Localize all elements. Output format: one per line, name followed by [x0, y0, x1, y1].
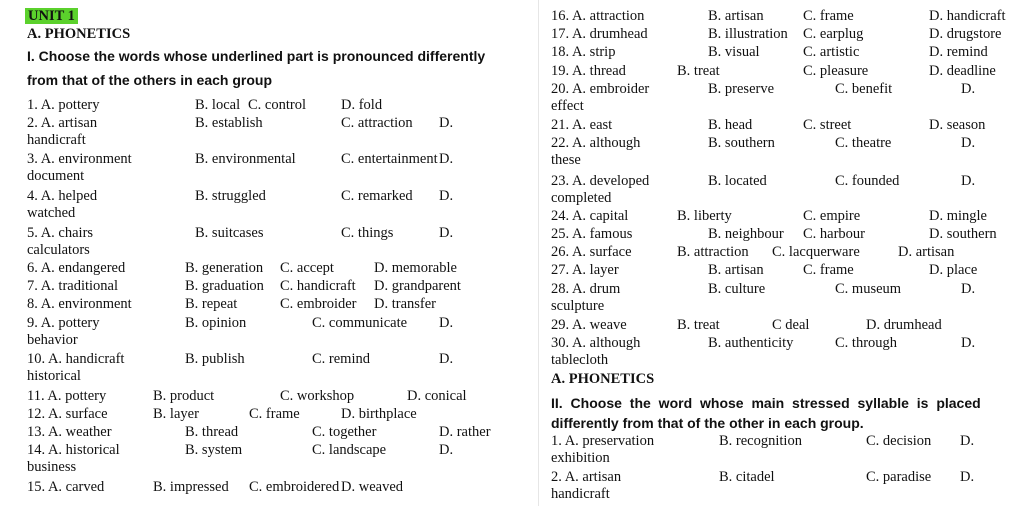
- question-option-c: C. museum: [835, 281, 902, 297]
- question-option-d: D.: [439, 351, 454, 367]
- question-option-a: 18. A. strip: [551, 44, 616, 60]
- question-option-c: C. landscape: [312, 442, 387, 458]
- question-option-b: B. layer: [153, 406, 199, 422]
- question-wrap-text: watched: [27, 205, 76, 221]
- question-wrap-text: business: [27, 459, 77, 475]
- question-wrap-text: these: [551, 152, 581, 168]
- question-option-d: D.: [961, 281, 976, 297]
- question-option-b: B. generation: [185, 260, 264, 276]
- question-option-a: 23. A. developed: [551, 173, 650, 189]
- question-option-a: 30. A. although: [551, 335, 641, 351]
- question-option-d: D.: [960, 433, 975, 449]
- question-option-d: D. handicraft: [929, 8, 1006, 24]
- question-option-d: D.: [961, 135, 976, 151]
- section-i-heading-line-2: from that of the others in each group: [27, 72, 273, 88]
- question-option-b: B. neighbour: [708, 226, 784, 242]
- section-a-title-2: A. PHONETICS: [551, 371, 655, 387]
- question-option-c: C. frame: [249, 406, 300, 422]
- question-wrap-text: exhibition: [551, 450, 610, 466]
- question-option-c: C. embroider: [280, 296, 357, 312]
- question-option-d: D. drugstore: [929, 26, 1002, 42]
- question-option-b: B. southern: [708, 135, 775, 151]
- question-option-c: C. handicraft: [280, 278, 356, 294]
- question-option-d: D. grandparent: [374, 278, 461, 294]
- question-option-c: C. street: [803, 117, 852, 133]
- column-divider: [538, 0, 539, 506]
- question-option-a: 22. A. although: [551, 135, 641, 151]
- question-option-a: 12. A. surface: [27, 406, 108, 422]
- question-option-d: D.: [961, 173, 976, 189]
- question-option-a: 5. A. chairs: [27, 225, 94, 241]
- question-option-c: C. embroidered: [249, 479, 340, 495]
- question-wrap-text: handicraft: [27, 132, 86, 148]
- question-option-a: 8. A. environment: [27, 296, 132, 312]
- question-option-c: C. founded: [835, 173, 900, 189]
- question-option-b: B. authenticity: [708, 335, 794, 351]
- question-option-a: 3. A. environment: [27, 151, 132, 167]
- question-option-d: D. drumhead: [866, 317, 942, 333]
- question-option-d: D. season: [929, 117, 986, 133]
- section-a-title: A. PHONETICS: [27, 26, 131, 42]
- question-option-c: C. paradise: [866, 469, 932, 485]
- question-option-d: D.: [960, 469, 975, 485]
- question-option-b: B. artisan: [708, 8, 764, 24]
- question-wrap-text: calculators: [27, 242, 90, 258]
- question-option-a: 17. A. drumhead: [551, 26, 648, 42]
- question-option-a: 1. A. pottery: [27, 97, 100, 113]
- question-option-d: D. place: [929, 262, 978, 278]
- question-option-b: B. local: [195, 97, 241, 113]
- question-option-c: C. attraction: [341, 115, 413, 131]
- question-option-c: C. theatre: [835, 135, 892, 151]
- question-option-b: B. visual: [708, 44, 760, 60]
- question-option-c: C. empire: [803, 208, 861, 224]
- question-option-d: D. conical: [407, 388, 467, 404]
- question-wrap-text: behavior: [27, 332, 78, 348]
- question-wrap-text: sculpture: [551, 298, 605, 314]
- question-option-b: B. head: [708, 117, 753, 133]
- question-option-d: D. mingle: [929, 208, 987, 224]
- question-option-d: D.: [439, 442, 454, 458]
- question-option-b: B. publish: [185, 351, 245, 367]
- question-wrap-text: document: [27, 168, 85, 184]
- question-wrap-text: handicraft: [551, 486, 610, 502]
- question-option-a: 27. A. layer: [551, 262, 619, 278]
- question-option-a: 1. A. preservation: [551, 433, 655, 449]
- question-option-a: 4. A. helped: [27, 188, 98, 204]
- question-option-b: B. liberty: [677, 208, 732, 224]
- question-option-d: D. memorable: [374, 260, 457, 276]
- question-option-b: B. treat: [677, 317, 720, 333]
- question-option-a: 21. A. east: [551, 117, 613, 133]
- question-option-a: 2. A. artisan: [551, 469, 622, 485]
- question-option-a: 16. A. attraction: [551, 8, 645, 24]
- question-option-b: B. repeat: [185, 296, 238, 312]
- question-option-b: B. suitcases: [195, 225, 264, 241]
- question-option-b: B. preserve: [708, 81, 775, 97]
- question-option-b: B. artisan: [708, 262, 764, 278]
- question-option-c: C. artistic: [803, 44, 860, 60]
- section-i-heading-line-1: I. Choose the words whose underlined part is pronounced differently: [27, 48, 486, 64]
- question-option-a: 2. A. artisan: [27, 115, 98, 131]
- question-option-a: 7. A. traditional: [27, 278, 119, 294]
- question-option-c: C. accept: [280, 260, 334, 276]
- question-option-b: B. citadel: [719, 469, 775, 485]
- question-option-d: D.: [961, 335, 976, 351]
- question-option-c: C. decision: [866, 433, 932, 449]
- question-option-b: B. struggled: [195, 188, 266, 204]
- unit-header: [27, 7, 78, 25]
- question-option-d: D. weaved: [341, 479, 404, 495]
- unit-label: UNIT 1: [25, 8, 78, 24]
- question-option-a: 25. A. famous: [551, 226, 633, 242]
- question-option-a: 20. A. embroider: [551, 81, 650, 97]
- question-option-a: 9. A. pottery: [27, 315, 100, 331]
- question-option-b: B. system: [185, 442, 243, 458]
- question-option-c: C. through: [835, 335, 898, 351]
- question-option-d: D. deadline: [929, 63, 996, 79]
- question-option-b: B. product: [153, 388, 215, 404]
- question-option-c: C deal: [772, 317, 810, 333]
- question-option-c: C. earplug: [803, 26, 864, 42]
- question-option-a: 10. A. handicraft: [27, 351, 125, 367]
- question-option-d: D. transfer: [374, 296, 437, 312]
- question-option-d: D.: [961, 81, 976, 97]
- question-option-c: C. control: [248, 97, 306, 113]
- question-option-c: C. communicate: [312, 315, 408, 331]
- question-option-d: D. southern: [929, 226, 997, 242]
- question-option-c: C. frame: [803, 8, 854, 24]
- question-option-d: D. birthplace: [341, 406, 417, 422]
- question-option-d: D.: [439, 188, 454, 204]
- question-option-c: C. entertainment: [341, 151, 438, 167]
- question-option-b: B. establish: [195, 115, 263, 131]
- question-wrap-text: historical: [27, 368, 81, 384]
- question-option-a: 29. A. weave: [551, 317, 627, 333]
- section-ii-heading-line-1: II. Choose the word whose main stressed syllable is placed: [551, 395, 981, 411]
- question-option-b: B. environmental: [195, 151, 296, 167]
- question-option-d: D. fold: [341, 97, 383, 113]
- question-option-c: C. harbour: [803, 226, 866, 242]
- question-option-a: 13. A. weather: [27, 424, 112, 440]
- question-option-c: C. benefit: [835, 81, 893, 97]
- question-option-d: D.: [439, 151, 454, 167]
- section-ii-heading-line-2: differently from that of the other in each group.: [551, 415, 864, 431]
- question-wrap-text: tablecloth: [551, 352, 609, 368]
- question-option-a: 6. A. endangered: [27, 260, 126, 276]
- question-option-c: C. remarked: [341, 188, 413, 204]
- question-option-d: D. remind: [929, 44, 988, 60]
- question-option-d: D. rather: [439, 424, 491, 440]
- question-option-b: B. attraction: [677, 244, 749, 260]
- question-option-a: 14. A. historical: [27, 442, 120, 458]
- question-option-b: B. treat: [677, 63, 720, 79]
- question-option-b: B. culture: [708, 281, 766, 297]
- question-option-c: C. pleasure: [803, 63, 869, 79]
- question-wrap-text: completed: [551, 190, 612, 206]
- question-option-c: C. frame: [803, 262, 854, 278]
- question-option-b: B. graduation: [185, 278, 264, 294]
- question-option-b: B. opinion: [185, 315, 247, 331]
- question-option-d: D. artisan: [898, 244, 955, 260]
- question-option-c: C. workshop: [280, 388, 355, 404]
- question-option-a: 15. A. carved: [27, 479, 105, 495]
- question-option-c: C. lacquerware: [772, 244, 860, 260]
- question-option-b: B. recognition: [719, 433, 802, 449]
- question-option-b: B. thread: [185, 424, 239, 440]
- question-option-a: 11. A. pottery: [27, 388, 107, 404]
- question-wrap-text: effect: [551, 98, 584, 114]
- question-option-b: B. impressed: [153, 479, 229, 495]
- question-option-b: B. located: [708, 173, 767, 189]
- question-option-c: C. together: [312, 424, 377, 440]
- question-option-a: 19. A. thread: [551, 63, 626, 79]
- question-option-a: 28. A. drum: [551, 281, 621, 297]
- question-option-c: C. things: [341, 225, 394, 241]
- question-option-c: C. remind: [312, 351, 370, 367]
- question-option-d: D.: [439, 315, 454, 331]
- question-option-a: 24. A. capital: [551, 208, 629, 224]
- question-option-a: 26. A. surface: [551, 244, 632, 260]
- question-option-b: B. illustration: [708, 26, 788, 42]
- question-option-d: D.: [439, 225, 454, 241]
- question-option-d: D.: [439, 115, 454, 131]
